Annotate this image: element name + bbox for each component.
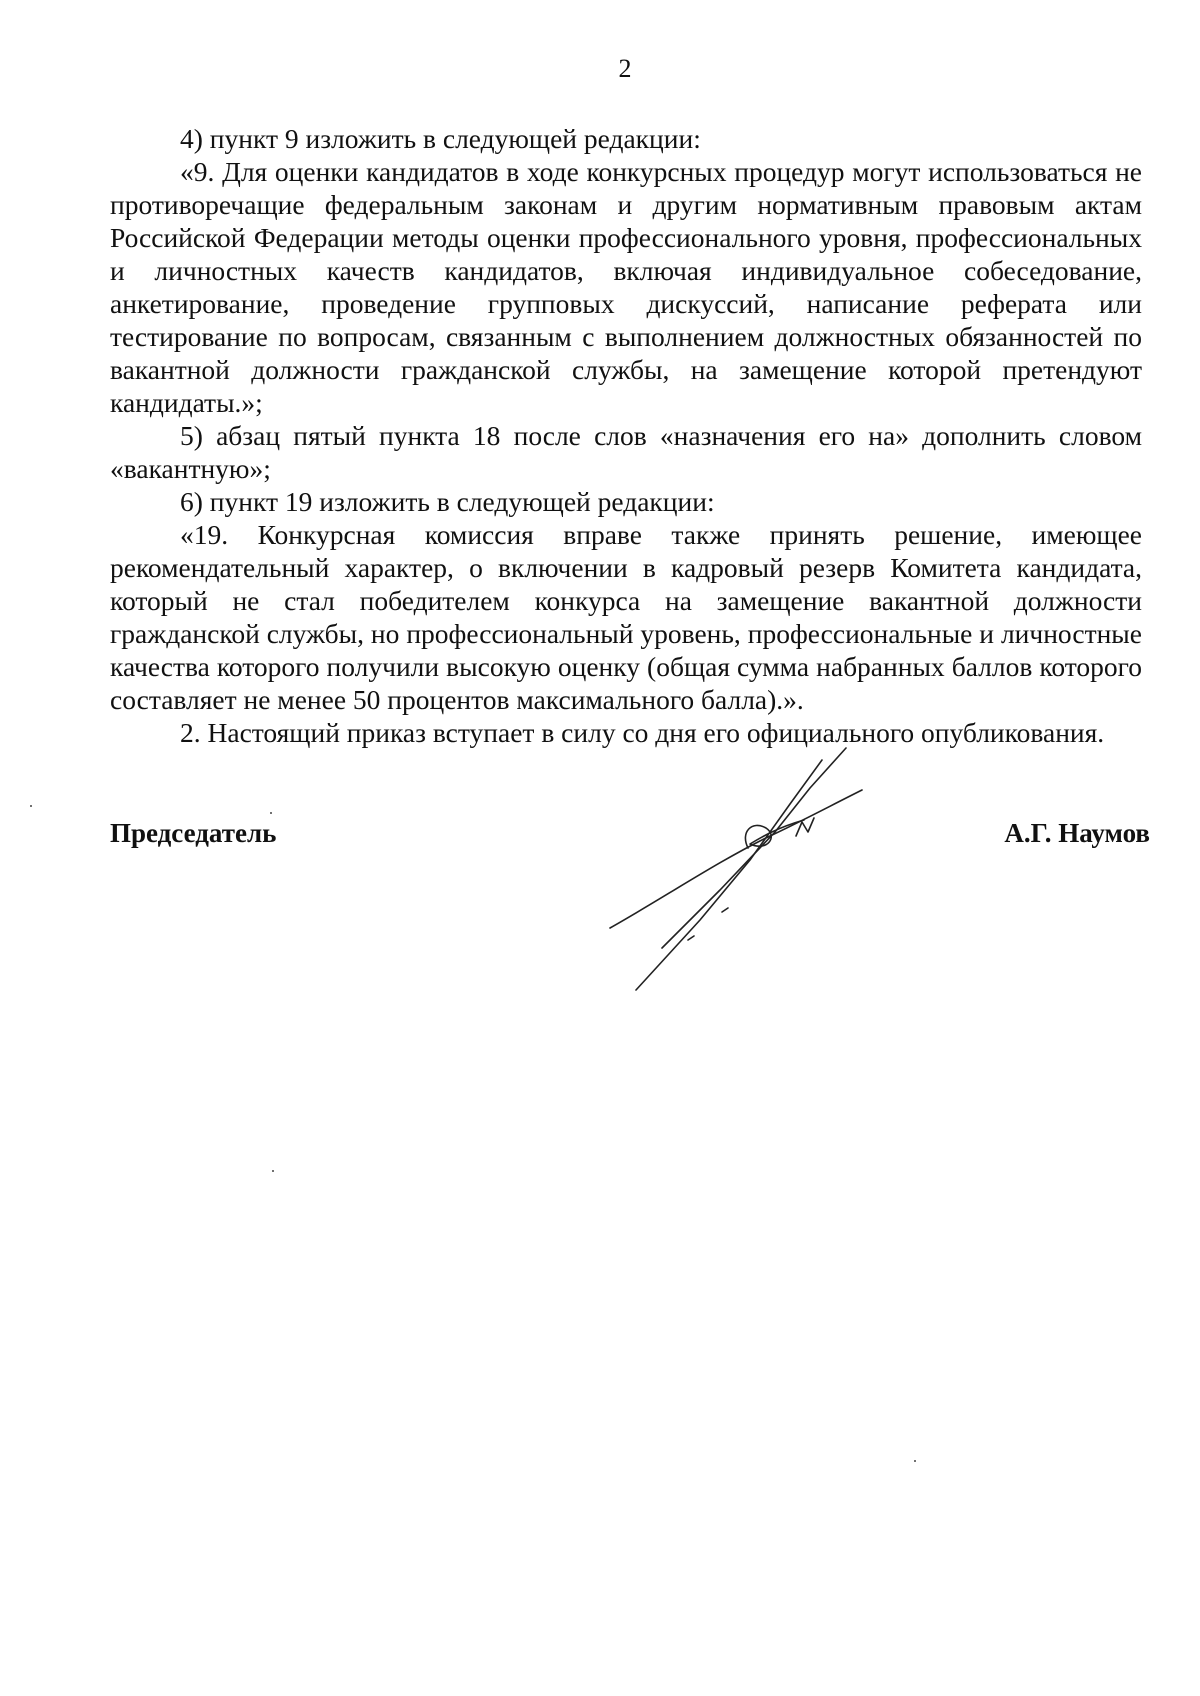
document-body: [110, 122, 1142, 749]
paragraph-item-4: 4) пункт 9 изложить в следующей редакции:: [180, 123, 701, 154]
scan-speck: [270, 812, 272, 814]
signer-title: Председатель: [110, 818, 277, 848]
signer-name: А.Г. Наумов: [1004, 818, 1150, 848]
paragraph-item-6: 6) пункт 19 изложить в следующей редакции:: [180, 486, 715, 517]
page-number: 2: [618, 54, 632, 83]
paragraph-quote-point-19: «19. Конкурсная комиссия вправе также принять решение, имеющее рекомендательный характер, о включении в кадровый резерв Комитета кандидата, который не стал победителем конкурса на замещение вакантной должности гражданской службы, но профессиональный уровень, профессиональные и личностные качества которого получили высокую оценку (общая сумма набранных баллов которого составляет не менее 50 процентов максимального балла).».: [110, 519, 1142, 715]
handwritten-signature-icon: [600, 740, 940, 1000]
paragraph-effective-date: 2. Настоящий приказ вступает в силу со дня его официального опубликования.: [180, 717, 1105, 748]
paragraph-item-5: 5) абзац пятый пункта 18 после слов «назначения его на» дополнить словом «вакантную»;: [110, 420, 1142, 484]
scan-speck: [272, 1170, 274, 1172]
paragraph-quote-point-9: «9. Для оценки кандидатов в ходе конкурсных процедур могут использоваться не противоречащие федеральным законам и другим нормативным правовым актам Российской Федерации методы оценки профессионального уровня, профессиональных и личностных качеств кандидатов, включая индивидуальное собеседование, анкетирование, проведение групповых дискуссий, написание реферата или тестирование по вопросам, связанным с выполнением должностных обязанностей по вакантной должности гражданской службы, на замещение которой претендуют кандидаты.»;: [110, 156, 1142, 418]
scan-speck: [914, 1460, 916, 1462]
scan-speck: [30, 805, 32, 807]
